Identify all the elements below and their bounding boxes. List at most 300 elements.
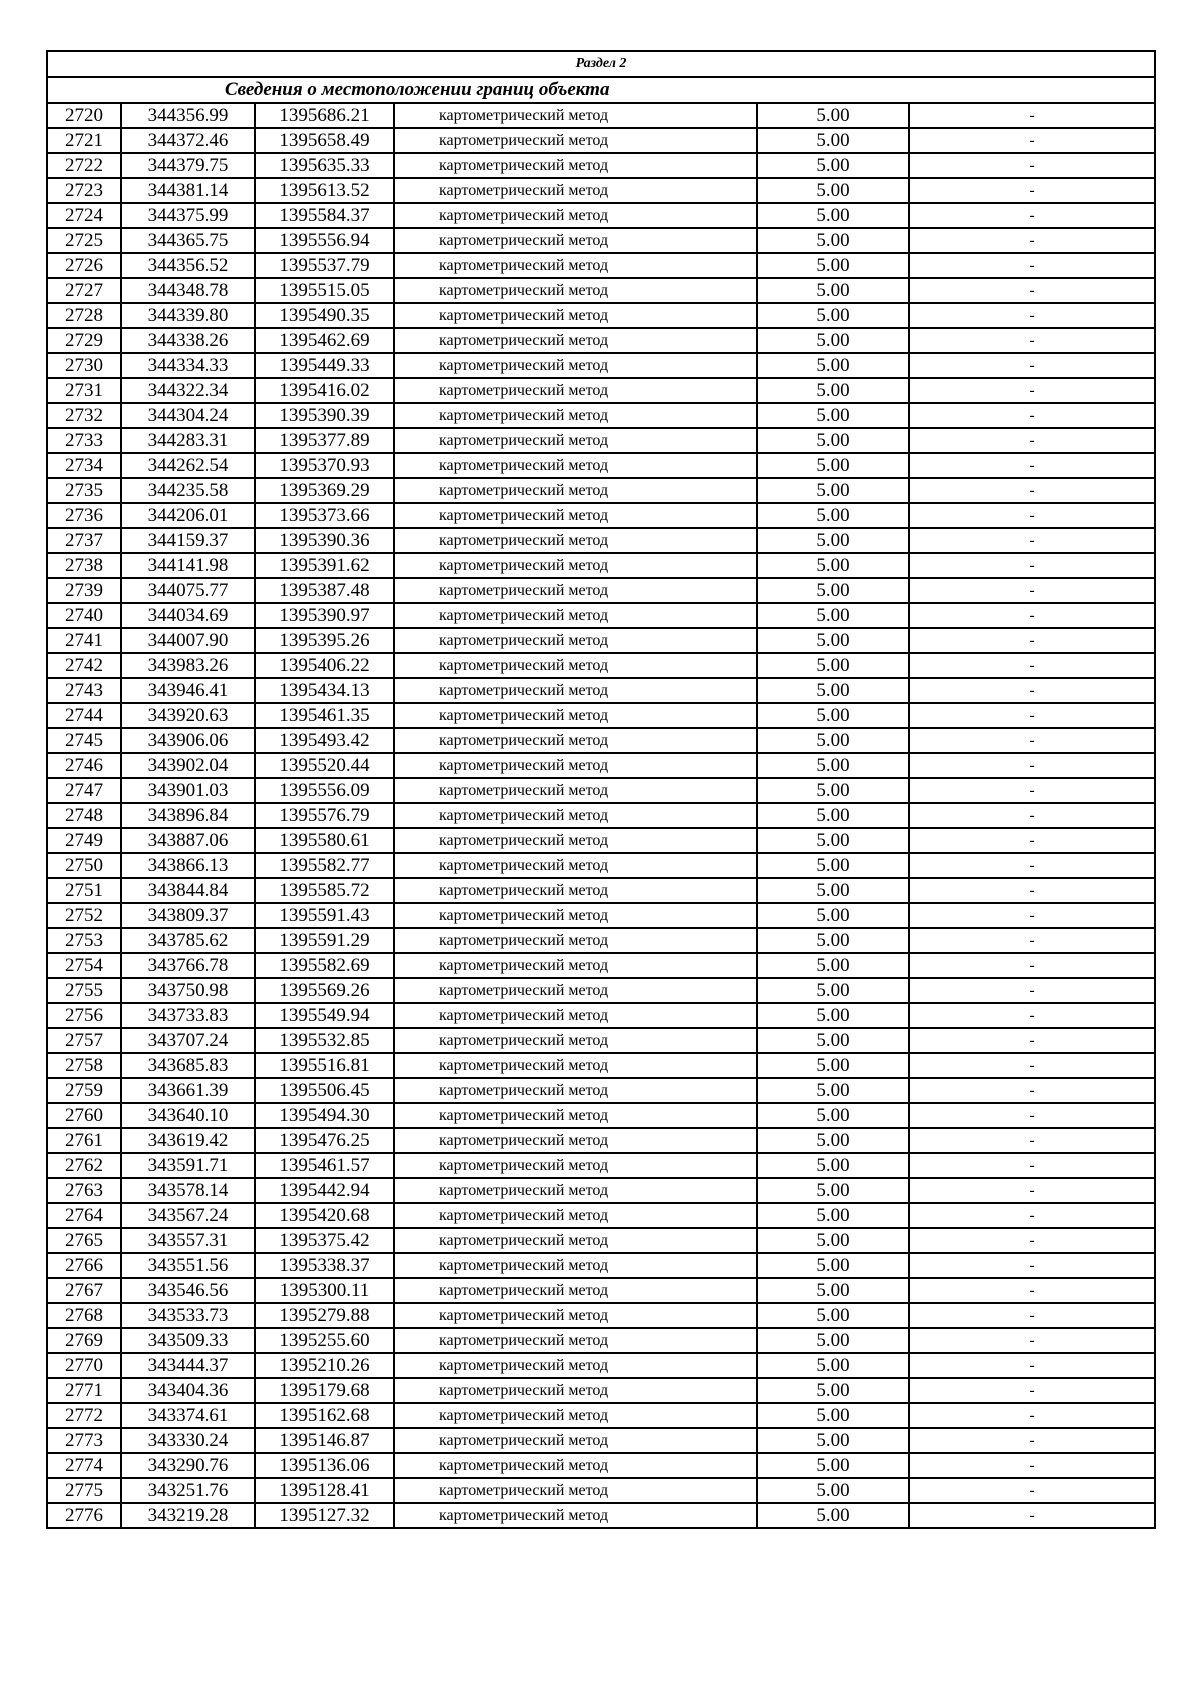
cell-coord-y: 1395537.79 (255, 253, 394, 278)
cell-coord-y: 1395658.49 (255, 128, 394, 153)
cell-accuracy: 5.00 (757, 1253, 909, 1278)
cell-description: - (909, 1478, 1155, 1503)
cell-coord-y: 1395390.97 (255, 603, 394, 628)
cell-method: картометрический метод (394, 378, 757, 403)
cell-coord-x: 343685.83 (121, 1053, 255, 1078)
cell-description: - (909, 1128, 1155, 1153)
cell-method: картометрический метод (394, 428, 757, 453)
cell-coord-y: 1395420.68 (255, 1203, 394, 1228)
cell-point-number: 2721 (47, 128, 121, 153)
table-row (47, 1053, 1155, 1078)
cell-description: - (909, 528, 1155, 553)
cell-point-number: 2720 (47, 103, 121, 128)
cell-coord-x: 344322.34 (121, 378, 255, 403)
cell-coord-x: 343661.39 (121, 1078, 255, 1103)
cell-point-number: 2736 (47, 503, 121, 528)
table-row (47, 1028, 1155, 1053)
table-row (47, 178, 1155, 203)
cell-accuracy: 5.00 (757, 1053, 909, 1078)
cell-method: картометрический метод (394, 603, 757, 628)
cell-point-number: 2727 (47, 278, 121, 303)
cell-description: - (909, 103, 1155, 128)
cell-method: картометрический метод (394, 1453, 757, 1478)
cell-accuracy: 5.00 (757, 503, 909, 528)
cell-coord-y: 1395179.68 (255, 1378, 394, 1403)
cell-coord-y: 1395300.11 (255, 1278, 394, 1303)
cell-accuracy: 5.00 (757, 1278, 909, 1303)
cell-accuracy: 5.00 (757, 578, 909, 603)
cell-accuracy: 5.00 (757, 303, 909, 328)
table-row (47, 203, 1155, 228)
cell-coord-x: 344283.31 (121, 428, 255, 453)
cell-point-number: 2731 (47, 378, 121, 403)
cell-accuracy: 5.00 (757, 1103, 909, 1128)
cell-coord-y: 1395462.69 (255, 328, 394, 353)
cell-description: - (909, 153, 1155, 178)
table-row (47, 228, 1155, 253)
cell-method: картометрический метод (394, 178, 757, 203)
table-row (47, 603, 1155, 628)
table-row (47, 303, 1155, 328)
table-row (47, 653, 1155, 678)
cell-point-number: 2740 (47, 603, 121, 628)
table-row (47, 1453, 1155, 1478)
table-row (47, 153, 1155, 178)
cell-coord-y: 1395520.44 (255, 753, 394, 778)
cell-accuracy: 5.00 (757, 1128, 909, 1153)
cell-coord-x: 343290.76 (121, 1453, 255, 1478)
cell-coord-y: 1395476.25 (255, 1128, 394, 1153)
cell-coord-x: 343785.62 (121, 928, 255, 953)
cell-coord-y: 1395390.36 (255, 528, 394, 553)
cell-method: картометрический метод (394, 703, 757, 728)
cell-coord-y: 1395515.05 (255, 278, 394, 303)
cell-accuracy: 5.00 (757, 328, 909, 353)
table-row (47, 553, 1155, 578)
cell-point-number: 2729 (47, 328, 121, 353)
cell-point-number: 2726 (47, 253, 121, 278)
cell-point-number: 2757 (47, 1028, 121, 1053)
cell-method: картометрический метод (394, 778, 757, 803)
cell-point-number: 2747 (47, 778, 121, 803)
cell-description: - (909, 1278, 1155, 1303)
cell-description: - (909, 753, 1155, 778)
table-row (47, 1203, 1155, 1228)
table-row (47, 1178, 1155, 1203)
cell-description: - (909, 653, 1155, 678)
cell-method: картометрический метод (394, 153, 757, 178)
cell-accuracy: 5.00 (757, 853, 909, 878)
cell-coord-x: 343404.36 (121, 1378, 255, 1403)
cell-point-number: 2775 (47, 1478, 121, 1503)
cell-coord-y: 1395442.94 (255, 1178, 394, 1203)
cell-coord-y: 1395338.37 (255, 1253, 394, 1278)
cell-coord-x: 343902.04 (121, 753, 255, 778)
cell-point-number: 2760 (47, 1103, 121, 1128)
cell-coord-y: 1395373.66 (255, 503, 394, 528)
boundary-points-table (46, 50, 1156, 1529)
cell-coord-x: 344334.33 (121, 353, 255, 378)
cell-accuracy: 5.00 (757, 828, 909, 853)
cell-accuracy: 5.00 (757, 778, 909, 803)
cell-accuracy: 5.00 (757, 753, 909, 778)
cell-method: картометрический метод (394, 1228, 757, 1253)
table-row (47, 953, 1155, 978)
cell-method: картометрический метод (394, 403, 757, 428)
table-row (47, 328, 1155, 353)
cell-point-number: 2755 (47, 978, 121, 1003)
cell-coord-y: 1395146.87 (255, 1428, 394, 1453)
cell-coord-x: 343844.84 (121, 878, 255, 903)
cell-accuracy: 5.00 (757, 1178, 909, 1203)
table-row (47, 778, 1155, 803)
cell-coord-x: 343887.06 (121, 828, 255, 853)
cell-point-number: 2766 (47, 1253, 121, 1278)
cell-accuracy: 5.00 (757, 628, 909, 653)
cell-accuracy: 5.00 (757, 1428, 909, 1453)
cell-method: картометрический метод (394, 1178, 757, 1203)
cell-point-number: 2763 (47, 1178, 121, 1203)
table-row (47, 1103, 1155, 1128)
cell-description: - (909, 328, 1155, 353)
cell-description: - (909, 703, 1155, 728)
cell-method: картометрический метод (394, 1078, 757, 1103)
cell-point-number: 2773 (47, 1428, 121, 1453)
cell-point-number: 2756 (47, 1003, 121, 1028)
cell-coord-x: 343567.24 (121, 1203, 255, 1228)
table-row (47, 1278, 1155, 1303)
cell-point-number: 2728 (47, 303, 121, 328)
cell-point-number: 2754 (47, 953, 121, 978)
cell-coord-x: 344007.90 (121, 628, 255, 653)
cell-method: картометрический метод (394, 1378, 757, 1403)
cell-coord-y: 1395128.41 (255, 1478, 394, 1503)
cell-accuracy: 5.00 (757, 378, 909, 403)
cell-point-number: 2732 (47, 403, 121, 428)
cell-description: - (909, 953, 1155, 978)
cell-accuracy: 5.00 (757, 803, 909, 828)
cell-method: картометрический метод (394, 878, 757, 903)
cell-method: картометрический метод (394, 828, 757, 853)
cell-point-number: 2764 (47, 1203, 121, 1228)
table-row (47, 578, 1155, 603)
cell-coord-x: 343219.28 (121, 1503, 255, 1528)
cell-method: картометрический метод (394, 628, 757, 653)
cell-accuracy: 5.00 (757, 1353, 909, 1378)
cell-description: - (909, 878, 1155, 903)
cell-method: картометрический метод (394, 503, 757, 528)
cell-description: - (909, 1303, 1155, 1328)
cell-point-number: 2745 (47, 728, 121, 753)
table-row (47, 1228, 1155, 1253)
cell-coord-x: 344159.37 (121, 528, 255, 553)
cell-point-number: 2744 (47, 703, 121, 728)
cell-accuracy: 5.00 (757, 653, 909, 678)
cell-coord-y: 1395613.52 (255, 178, 394, 203)
cell-description: - (909, 678, 1155, 703)
cell-method: картометрический метод (394, 903, 757, 928)
cell-coord-x: 344235.58 (121, 478, 255, 503)
cell-coord-x: 343330.24 (121, 1428, 255, 1453)
cell-coord-y: 1395506.45 (255, 1078, 394, 1103)
table-row (47, 103, 1155, 128)
cell-description: - (909, 1203, 1155, 1228)
cell-accuracy: 5.00 (757, 1303, 909, 1328)
table-row (47, 903, 1155, 928)
cell-method: картометрический метод (394, 453, 757, 478)
cell-coord-y: 1395569.26 (255, 978, 394, 1003)
cell-accuracy: 5.00 (757, 928, 909, 953)
cell-coord-y: 1395375.42 (255, 1228, 394, 1253)
cell-coord-x: 343509.33 (121, 1328, 255, 1353)
cell-accuracy: 5.00 (757, 1078, 909, 1103)
cell-point-number: 2722 (47, 153, 121, 178)
cell-accuracy: 5.00 (757, 353, 909, 378)
cell-accuracy: 5.00 (757, 678, 909, 703)
cell-point-number: 2749 (47, 828, 121, 853)
cell-coord-x: 344356.52 (121, 253, 255, 278)
cell-coord-x: 344365.75 (121, 228, 255, 253)
cell-coord-y: 1395434.13 (255, 678, 394, 703)
cell-coord-x: 344206.01 (121, 503, 255, 528)
table-row (47, 1128, 1155, 1153)
cell-coord-x: 343640.10 (121, 1103, 255, 1128)
table-row (47, 1078, 1155, 1103)
cell-description: - (909, 503, 1155, 528)
cell-point-number: 2741 (47, 628, 121, 653)
cell-point-number: 2733 (47, 428, 121, 453)
cell-method: картометрический метод (394, 553, 757, 578)
cell-coord-x: 344338.26 (121, 328, 255, 353)
cell-accuracy: 5.00 (757, 1328, 909, 1353)
cell-coord-y: 1395532.85 (255, 1028, 394, 1053)
table-row (47, 353, 1155, 378)
table-row (47, 803, 1155, 828)
cell-coord-y: 1395461.35 (255, 703, 394, 728)
cell-coord-x: 344375.99 (121, 203, 255, 228)
cell-accuracy: 5.00 (757, 103, 909, 128)
cell-coord-x: 343866.13 (121, 853, 255, 878)
cell-point-number: 2723 (47, 178, 121, 203)
cell-coord-y: 1395127.32 (255, 1503, 394, 1528)
table-row (47, 503, 1155, 528)
cell-method: картометрический метод (394, 253, 757, 278)
table-row (47, 628, 1155, 653)
table-row (47, 878, 1155, 903)
cell-method: картометрический метод (394, 653, 757, 678)
cell-point-number: 2759 (47, 1078, 121, 1103)
cell-accuracy: 5.00 (757, 478, 909, 503)
cell-coord-y: 1395635.33 (255, 153, 394, 178)
cell-coord-x: 344339.80 (121, 303, 255, 328)
cell-accuracy: 5.00 (757, 978, 909, 1003)
cell-description: - (909, 1378, 1155, 1403)
table-row (47, 128, 1155, 153)
cell-description: - (909, 1403, 1155, 1428)
cell-method: картометрический метод (394, 1278, 757, 1303)
cell-point-number: 2753 (47, 928, 121, 953)
cell-description: - (909, 1453, 1155, 1478)
cell-coord-y: 1395387.48 (255, 578, 394, 603)
cell-description: - (909, 128, 1155, 153)
cell-coord-x: 344348.78 (121, 278, 255, 303)
cell-coord-y: 1395370.93 (255, 453, 394, 478)
cell-accuracy: 5.00 (757, 128, 909, 153)
cell-coord-x: 343707.24 (121, 1028, 255, 1053)
cell-description: - (909, 178, 1155, 203)
cell-description: - (909, 378, 1155, 403)
table-row (47, 478, 1155, 503)
table-row (47, 453, 1155, 478)
cell-coord-y: 1395549.94 (255, 1003, 394, 1028)
table-row (47, 1378, 1155, 1403)
cell-method: картометрический метод (394, 1028, 757, 1053)
cell-coord-y: 1395591.29 (255, 928, 394, 953)
cell-accuracy: 5.00 (757, 278, 909, 303)
table-row (47, 378, 1155, 403)
table-body (47, 51, 1155, 1528)
cell-description: - (909, 853, 1155, 878)
table-row (47, 1303, 1155, 1328)
cell-point-number: 2761 (47, 1128, 121, 1153)
cell-method: картометрический метод (394, 278, 757, 303)
cell-description: - (909, 578, 1155, 603)
cell-coord-y: 1395136.06 (255, 1453, 394, 1478)
cell-description: - (909, 628, 1155, 653)
cell-accuracy: 5.00 (757, 1228, 909, 1253)
table-row (47, 253, 1155, 278)
cell-point-number: 2737 (47, 528, 121, 553)
cell-method: картометрический метод (394, 528, 757, 553)
cell-accuracy: 5.00 (757, 203, 909, 228)
cell-description: - (909, 253, 1155, 278)
cell-method: картометрический метод (394, 678, 757, 703)
cell-accuracy: 5.00 (757, 953, 909, 978)
cell-coord-x: 343906.06 (121, 728, 255, 753)
cell-accuracy: 5.00 (757, 728, 909, 753)
cell-accuracy: 5.00 (757, 1203, 909, 1228)
cell-method: картометрический метод (394, 303, 757, 328)
cell-description: - (909, 603, 1155, 628)
cell-description: - (909, 1078, 1155, 1103)
cell-point-number: 2734 (47, 453, 121, 478)
cell-coord-y: 1395582.69 (255, 953, 394, 978)
table-row (47, 703, 1155, 728)
cell-description: - (909, 553, 1155, 578)
cell-accuracy: 5.00 (757, 1503, 909, 1528)
cell-coord-y: 1395390.39 (255, 403, 394, 428)
cell-coord-y: 1395493.42 (255, 728, 394, 753)
cell-coord-y: 1395406.22 (255, 653, 394, 678)
cell-coord-y: 1395582.77 (255, 853, 394, 878)
table-title-row (47, 77, 1155, 103)
cell-point-number: 2725 (47, 228, 121, 253)
cell-coord-y: 1395279.88 (255, 1303, 394, 1328)
cell-method: картометрический метод (394, 328, 757, 353)
cell-coord-y: 1395369.29 (255, 478, 394, 503)
cell-point-number: 2776 (47, 1503, 121, 1528)
cell-method: картометрический метод (394, 353, 757, 378)
cell-coord-y: 1395580.61 (255, 828, 394, 853)
cell-method: картометрический метод (394, 203, 757, 228)
table-row (47, 1428, 1155, 1453)
cell-accuracy: 5.00 (757, 1478, 909, 1503)
cell-accuracy: 5.00 (757, 453, 909, 478)
cell-coord-x: 343896.84 (121, 803, 255, 828)
cell-method: картометрический метод (394, 103, 757, 128)
cell-method: картометрический метод (394, 1428, 757, 1453)
cell-method: картометрический метод (394, 953, 757, 978)
cell-coord-y: 1395416.02 (255, 378, 394, 403)
cell-point-number: 2748 (47, 803, 121, 828)
cell-description: - (909, 1253, 1155, 1278)
section-label: Раздел 2 (47, 51, 1155, 77)
cell-description: - (909, 928, 1155, 953)
cell-coord-x: 343920.63 (121, 703, 255, 728)
cell-method: картометрический метод (394, 1153, 757, 1178)
cell-coord-x: 343733.83 (121, 1003, 255, 1028)
cell-coord-y: 1395686.21 (255, 103, 394, 128)
cell-coord-y: 1395162.68 (255, 1403, 394, 1428)
table-title: Сведения о местоположении границ объекта (47, 77, 1155, 103)
cell-method: картометрический метод (394, 928, 757, 953)
cell-coord-y: 1395591.43 (255, 903, 394, 928)
cell-description: - (909, 303, 1155, 328)
table-row (47, 278, 1155, 303)
cell-accuracy: 5.00 (757, 553, 909, 578)
cell-method: картометрический метод (394, 1503, 757, 1528)
cell-coord-y: 1395584.37 (255, 203, 394, 228)
cell-description: - (909, 278, 1155, 303)
cell-coord-x: 343619.42 (121, 1128, 255, 1153)
cell-description: - (909, 478, 1155, 503)
cell-accuracy: 5.00 (757, 228, 909, 253)
cell-method: картометрический метод (394, 728, 757, 753)
cell-accuracy: 5.00 (757, 1028, 909, 1053)
cell-coord-x: 343444.37 (121, 1353, 255, 1378)
cell-point-number: 2735 (47, 478, 121, 503)
cell-coord-x: 343546.56 (121, 1278, 255, 1303)
cell-method: картометрический метод (394, 228, 757, 253)
cell-description: - (909, 1053, 1155, 1078)
cell-coord-x: 343557.31 (121, 1228, 255, 1253)
cell-coord-x: 343578.14 (121, 1178, 255, 1203)
cell-coord-y: 1395490.35 (255, 303, 394, 328)
cell-coord-y: 1395516.81 (255, 1053, 394, 1078)
cell-coord-x: 344075.77 (121, 578, 255, 603)
cell-coord-x: 343766.78 (121, 953, 255, 978)
table-row (47, 978, 1155, 1003)
table-row (47, 1253, 1155, 1278)
cell-description: - (909, 1503, 1155, 1528)
cell-coord-y: 1395449.33 (255, 353, 394, 378)
cell-coord-x: 343946.41 (121, 678, 255, 703)
cell-method: картометрический метод (394, 578, 757, 603)
cell-method: картометрический метод (394, 1303, 757, 1328)
cell-coord-x: 343251.76 (121, 1478, 255, 1503)
cell-method: картометрический метод (394, 1328, 757, 1353)
cell-point-number: 2730 (47, 353, 121, 378)
cell-point-number: 2742 (47, 653, 121, 678)
cell-point-number: 2771 (47, 1378, 121, 1403)
cell-coord-y: 1395377.89 (255, 428, 394, 453)
cell-description: - (909, 1178, 1155, 1203)
cell-accuracy: 5.00 (757, 178, 909, 203)
cell-description: - (909, 203, 1155, 228)
cell-description: - (909, 728, 1155, 753)
cell-method: картометрический метод (394, 978, 757, 1003)
cell-accuracy: 5.00 (757, 1453, 909, 1478)
